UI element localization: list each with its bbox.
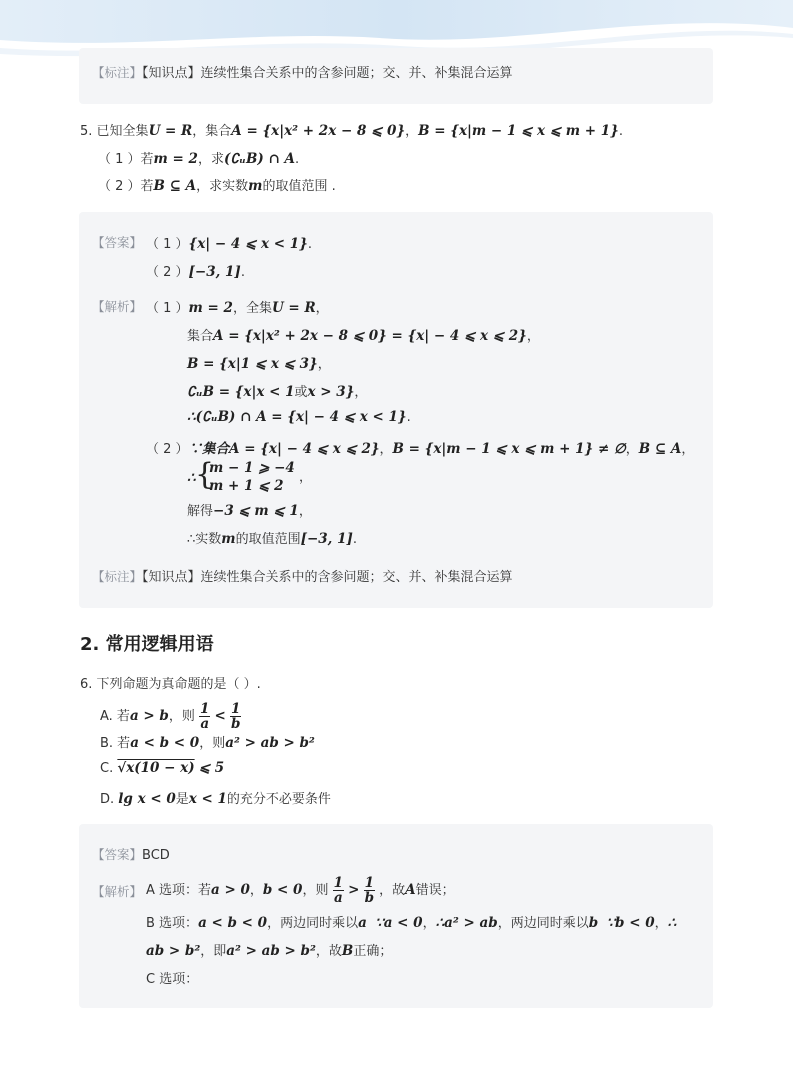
- numerator: 1: [364, 875, 375, 891]
- sol-math: m: [221, 531, 236, 547]
- q5-part-1: [98, 148, 299, 167]
- sol-math: m = 2: [188, 300, 233, 316]
- sol5-line-9: [187, 528, 357, 547]
- less-than: <: [214, 708, 226, 724]
- sol5-line-2: [187, 325, 540, 344]
- option-math: a² > ab > b²: [225, 735, 315, 751]
- sol-text: ，: [299, 470, 313, 485]
- answer-num: （ 1 ）: [146, 237, 189, 252]
- sol-text: 解得: [187, 504, 214, 519]
- sol6-option-b-line-2: [146, 940, 392, 959]
- sol-math: ∴a² > ab: [435, 915, 498, 931]
- option-math-sqrt: √x(10 − x): [117, 760, 195, 776]
- tag-text: 【知识点】连续性集合关系中的含参问题；交、并、补集混合运算: [142, 66, 513, 81]
- sol-text: ，全集: [232, 301, 272, 316]
- sol-text: ，故: [315, 944, 342, 959]
- tag-label: 【标注】: [92, 569, 143, 584]
- option-text: 是: [175, 792, 189, 807]
- answer-label: 【答案】: [92, 847, 143, 862]
- q5-text: 的取值范围 .: [262, 179, 336, 194]
- sol-math: a > 0: [211, 882, 250, 898]
- numerator: 1: [200, 701, 210, 717]
- option-text: ，则: [199, 736, 226, 751]
- sol-math: A = {x|x² + 2x − 8 ⩽ 0} = {x| − 4 ⩽ x ⩽ 2}: [213, 328, 527, 344]
- answer-label: 【答案】: [92, 235, 143, 250]
- sol-math: x > 3}: [307, 384, 355, 400]
- fraction-1-over-a: [199, 702, 210, 731]
- q6-solution-label: [92, 882, 142, 900]
- sol-text: ，: [681, 442, 695, 457]
- q5-text: ，求实数: [196, 179, 249, 194]
- sol-text: ，: [317, 357, 331, 372]
- solution-label: 【解析】: [92, 299, 143, 314]
- q5-number: 5.: [80, 124, 93, 139]
- sol-math: U = R: [271, 300, 316, 316]
- sol5-line-6: [146, 437, 694, 457]
- tag-label: 【标注】: [92, 65, 143, 80]
- q5-answer-line-1: [92, 233, 142, 251]
- q5-math-set-a: A = {x|x² + 2x − 8 ⩽ 0}: [231, 123, 406, 139]
- option-label: B. 若: [100, 736, 131, 751]
- option-math: lg x < 0: [118, 791, 176, 807]
- q5-text: ，: [405, 124, 419, 139]
- denominator: a: [200, 716, 210, 732]
- q5-math-set-b: B = {x|m − 1 ⩽ x ⩽ m + 1}: [418, 123, 619, 139]
- sol-math: ∵b < 0: [606, 915, 655, 931]
- q5-text: （ 1 ）若: [98, 152, 154, 167]
- q5-solution-label: [92, 297, 142, 315]
- sol6-option-a: [146, 874, 455, 906]
- left-brace: {: [195, 457, 215, 492]
- sol-text: 或: [294, 385, 308, 400]
- section-title: 2. 常用逻辑用语: [80, 634, 214, 655]
- sol5-line-3: [187, 353, 331, 372]
- answer-text: BCD: [142, 848, 170, 863]
- denominator: b: [364, 890, 375, 906]
- option-math: x < 1: [188, 791, 227, 807]
- q6-option-c: [100, 760, 224, 776]
- q5-part-2: [98, 175, 336, 194]
- sol-text: ，: [625, 442, 639, 457]
- sol-text: A 选项：若: [146, 883, 212, 898]
- sol-num: （ 2 ）: [146, 442, 189, 457]
- answer-math: {x| − 4 ⩽ x < 1}: [188, 236, 308, 252]
- sol-math: a < b < 0: [198, 915, 268, 931]
- sol-text: ，: [249, 883, 263, 898]
- sol-text: 集合: [187, 329, 214, 344]
- sol-text: ，即: [200, 944, 227, 959]
- sol-math: ∵集合A = {x| − 4 ⩽ x ⩽ 2}: [188, 441, 380, 457]
- q5-math-universe: U = R: [148, 123, 193, 139]
- sol-math: a² > ab > b²: [226, 943, 316, 959]
- q6-option-b: [100, 732, 315, 751]
- q5-text: ，求: [197, 152, 224, 167]
- q5-stem: [80, 120, 623, 139]
- sol5-line-4: [187, 381, 367, 400]
- sol-math: −3 ⩽ m ⩽ 1: [213, 503, 299, 519]
- sol-text: ，: [422, 916, 436, 931]
- sol-text: .: [352, 532, 358, 547]
- answer-text: .: [307, 237, 312, 252]
- numerator: 1: [333, 875, 344, 891]
- fraction-1-over-b: [230, 702, 241, 731]
- sol-math: ∵a < 0: [375, 915, 423, 931]
- sol-text: ，: [526, 329, 540, 344]
- option-label: A. 若: [100, 709, 130, 724]
- sol-math: B ⊆ A: [638, 441, 682, 457]
- sol-math: ∴(∁ᵤB) ∩ A = {x| − 4 ⩽ x < 1}: [187, 409, 407, 425]
- denominator: a: [333, 890, 343, 906]
- sol-text: ，故: [379, 883, 406, 898]
- sol-math: b < 0: [262, 882, 303, 898]
- sol-text: ，两边同时乘以: [497, 916, 589, 931]
- greater-than: >: [348, 882, 360, 898]
- sol-text: .: [406, 410, 411, 425]
- sol-text: B 选项：: [146, 916, 199, 931]
- answer-math: [−3, 1]: [188, 264, 241, 280]
- q5-text: （ 2 ）若: [98, 179, 154, 194]
- fraction-1-over-a: [333, 876, 344, 905]
- q5-math: (∁ᵤB) ∩ A: [223, 151, 295, 167]
- q6-option-d: [100, 788, 331, 807]
- sol-text: 错误；: [415, 883, 455, 898]
- q5-math: B ⊆ A: [153, 178, 197, 194]
- sol5-line-5: [187, 409, 411, 425]
- sol5-line-1: [146, 297, 329, 316]
- option-text: 的充分不必要条件: [226, 792, 331, 807]
- sol-num: （ 1 ）: [146, 301, 189, 316]
- system-row-1: m − 1 ⩾ −4: [209, 460, 295, 476]
- q5-text: 已知全集: [96, 124, 149, 139]
- sol-text: ，则: [302, 883, 329, 898]
- sol-math: A: [405, 882, 416, 898]
- sol-math: ∴: [667, 915, 677, 931]
- answer-text: .: [240, 265, 245, 280]
- numerator: 1: [231, 701, 241, 717]
- sol6-option-b-line-1: [146, 912, 676, 931]
- sol-text: ，: [379, 442, 393, 457]
- sol-math: [−3, 1]: [300, 531, 353, 547]
- sol5-system: [187, 458, 327, 496]
- sol-text: 的取值范围: [235, 532, 301, 547]
- q5-answer-2: [146, 261, 245, 280]
- solution-label: 【解析】: [92, 884, 143, 899]
- sol-math: a: [358, 915, 367, 931]
- sol-text: ，两边同时乘以: [267, 916, 359, 931]
- sol-math: B = {x|1 ⩽ x ⩽ 3}: [187, 356, 318, 372]
- sol-math: ab > b²: [146, 943, 201, 959]
- sol5-line-8: [187, 500, 312, 519]
- system-row-2: m + 1 ⩽ 2: [209, 478, 284, 494]
- tag-text: 【知识点】连续性集合关系中的含参问题；交、并、补集混合运算: [142, 570, 513, 585]
- q5-text: .: [294, 152, 300, 167]
- fraction-1-over-b: [364, 876, 375, 905]
- sol-math: b: [588, 915, 599, 931]
- sol-math: ∁ᵤB = {x|x < 1: [187, 384, 295, 400]
- q6-stem: 6. 下列命题为真命题的是（ ）.: [80, 677, 261, 692]
- q6-answer: [92, 845, 170, 863]
- sol-text: ∴实数: [187, 532, 222, 547]
- q6-option-a: [100, 700, 241, 732]
- sol-text: ，: [654, 916, 668, 931]
- q5-text: ，集合: [192, 124, 232, 139]
- sol-math: B: [341, 943, 354, 959]
- option-text: ，则: [168, 709, 195, 724]
- sol-text: 正确；: [353, 944, 393, 959]
- q5-math: m = 2: [153, 151, 198, 167]
- q5-text: .: [618, 124, 623, 139]
- option-label: D.: [100, 792, 115, 807]
- answer-num: （ 2 ）: [146, 265, 189, 280]
- q5-math: m: [248, 178, 263, 194]
- sol-text: ，: [315, 301, 329, 316]
- option-math: ⩽ 5: [198, 760, 225, 776]
- sol6-option-c: C 选项：: [146, 972, 199, 987]
- tag-line-1: [92, 62, 513, 81]
- option-math: a < b < 0: [130, 735, 200, 751]
- tag-line-2: [92, 566, 513, 585]
- sol-text: ，: [298, 504, 312, 519]
- option-math: a > b: [129, 708, 169, 724]
- q5-answer-1: [146, 233, 312, 252]
- sol-math: B = {x|m − 1 ⩽ x ⩽ m + 1} ≠ ∅: [392, 441, 626, 457]
- therefore-symbol: ∴: [187, 470, 196, 486]
- option-label: C.: [100, 761, 114, 776]
- denominator: b: [230, 716, 241, 732]
- sol-text: ，: [354, 385, 368, 400]
